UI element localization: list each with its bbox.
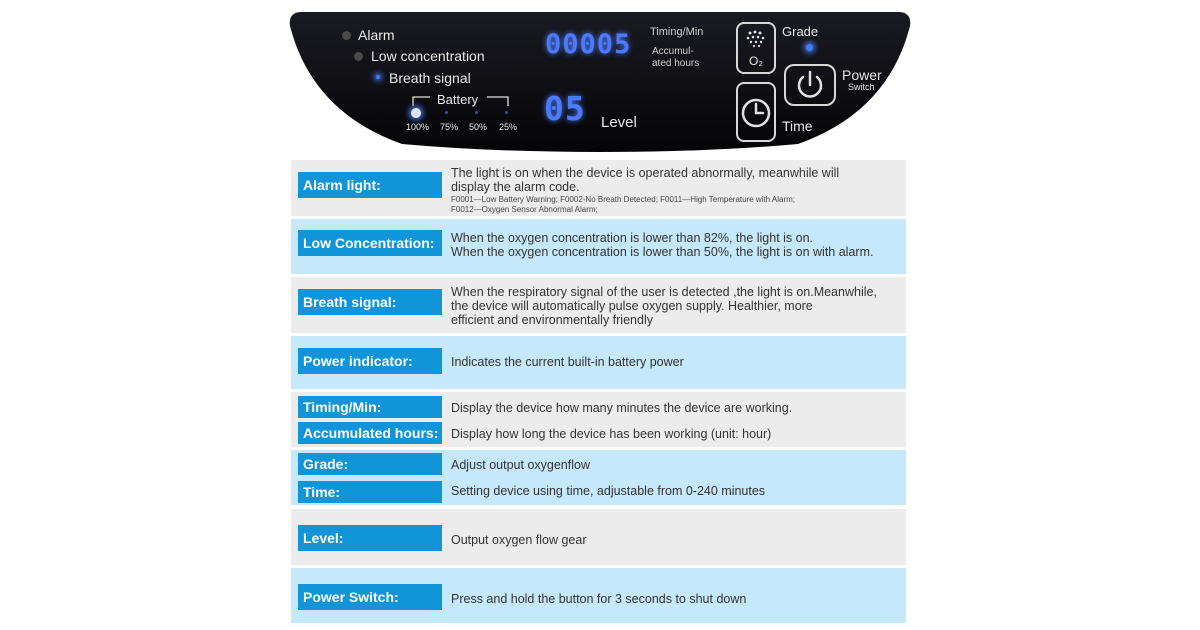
label-grade: Grade: bbox=[298, 453, 442, 475]
alarm-led bbox=[342, 31, 351, 40]
alarm-codes-line1: F0001—Low Battery Warning; F0002-No Breath Detected; F0011—High Temperature with Alarm; bbox=[451, 195, 796, 204]
timing-label: Timing/Min bbox=[650, 26, 704, 38]
battery-level-50: 50% bbox=[469, 122, 488, 132]
desc-time: Setting device using time, adjustable from 0-240 minutes bbox=[451, 484, 766, 498]
battery-75-led bbox=[445, 111, 448, 114]
low-concentration-label: Low concentration bbox=[371, 48, 485, 64]
label-breath-signal: Breath signal: bbox=[298, 289, 442, 315]
desc-timing: Display the device how many minutes the device are working. bbox=[451, 401, 793, 415]
level-display: 05 bbox=[544, 89, 586, 128]
battery-100-led bbox=[411, 108, 421, 118]
desc-grade: Adjust output oxygenflow bbox=[451, 458, 590, 472]
grade-led bbox=[806, 44, 813, 51]
alarm-codes-line2: F0012—Oxygen Sensor Abnormal Alarm; bbox=[451, 205, 598, 214]
battery-50-led bbox=[475, 111, 478, 114]
power-icon bbox=[786, 66, 834, 104]
time-button[interactable] bbox=[736, 82, 776, 142]
desc-low-concentration bbox=[451, 231, 901, 259]
battery-level-75: 75% bbox=[440, 122, 459, 132]
oxygen-bubbles-icon bbox=[738, 27, 774, 51]
desc-breath-signal bbox=[451, 285, 901, 327]
label-level: Level: bbox=[298, 525, 442, 551]
time-label: Time bbox=[782, 118, 813, 134]
switch-label: Switch bbox=[848, 82, 875, 92]
clock-icon bbox=[738, 84, 774, 140]
power-button[interactable] bbox=[784, 64, 836, 106]
control-panel bbox=[288, 12, 912, 152]
breath-signal-led bbox=[376, 75, 380, 79]
level-label: Level bbox=[601, 114, 637, 131]
battery-level-25: 25% bbox=[499, 122, 518, 132]
battery-level-100: 100% bbox=[406, 122, 430, 132]
label-power-indicator: Power indicator: bbox=[298, 348, 442, 374]
label-time: Time: bbox=[298, 481, 442, 503]
desc-breath-signal-line3: efficient and environmentally friendly bbox=[451, 313, 653, 327]
battery-label: Battery bbox=[437, 92, 479, 107]
desc-low-concentration-line1: When the oxygen concentration is lower than 82%, the light is on. bbox=[451, 231, 814, 245]
o2-label: O₂ bbox=[749, 54, 763, 68]
desc-alarm-light-line1: The light is on when the device is operated abnormally, meanwhile will bbox=[451, 166, 840, 180]
power-label: Power bbox=[842, 67, 882, 83]
desc-breath-signal-line1: When the respiratory signal of the user is detected ,the light is on.Meanwhile, bbox=[451, 285, 877, 299]
accumulated-label-line2: ated hours bbox=[652, 58, 700, 69]
grade-button[interactable] bbox=[736, 22, 776, 74]
desc-power-switch: Press and hold the button for 3 seconds to shut down bbox=[451, 592, 747, 606]
desc-alarm-light-line2: display the alarm code. bbox=[451, 180, 580, 194]
label-power-switch: Power Switch: bbox=[298, 584, 442, 610]
desc-accumulated-hours: Display how long the device has been working (unit: hour) bbox=[451, 427, 772, 441]
battery-25-led bbox=[505, 111, 508, 114]
label-low-concentration: Low Concentration: bbox=[298, 230, 442, 256]
desc-level: Output oxygen flow gear bbox=[451, 533, 587, 547]
desc-power-indicator: Indicates the current built-in battery power bbox=[451, 355, 684, 369]
low-concentration-led bbox=[354, 52, 363, 61]
label-timing: Timing/Min: bbox=[298, 396, 442, 418]
label-alarm-light: Alarm light: bbox=[298, 172, 442, 198]
grade-label: Grade bbox=[782, 24, 819, 39]
breath-signal-label: Breath signal bbox=[389, 70, 471, 86]
accumulated-label-line1: Accumul- bbox=[652, 46, 694, 57]
label-accumulated-hours: Accumulated hours: bbox=[298, 422, 442, 444]
desc-breath-signal-line2: the device will automatically pulse oxygen supply. Healthier, more bbox=[451, 299, 813, 313]
desc-alarm-light bbox=[451, 166, 901, 215]
alarm-label: Alarm bbox=[358, 27, 395, 43]
timer-display: 00005 bbox=[545, 29, 632, 60]
desc-low-concentration-line2: When the oxygen concentration is lower than 50%, the light is on with alarm. bbox=[451, 245, 874, 259]
